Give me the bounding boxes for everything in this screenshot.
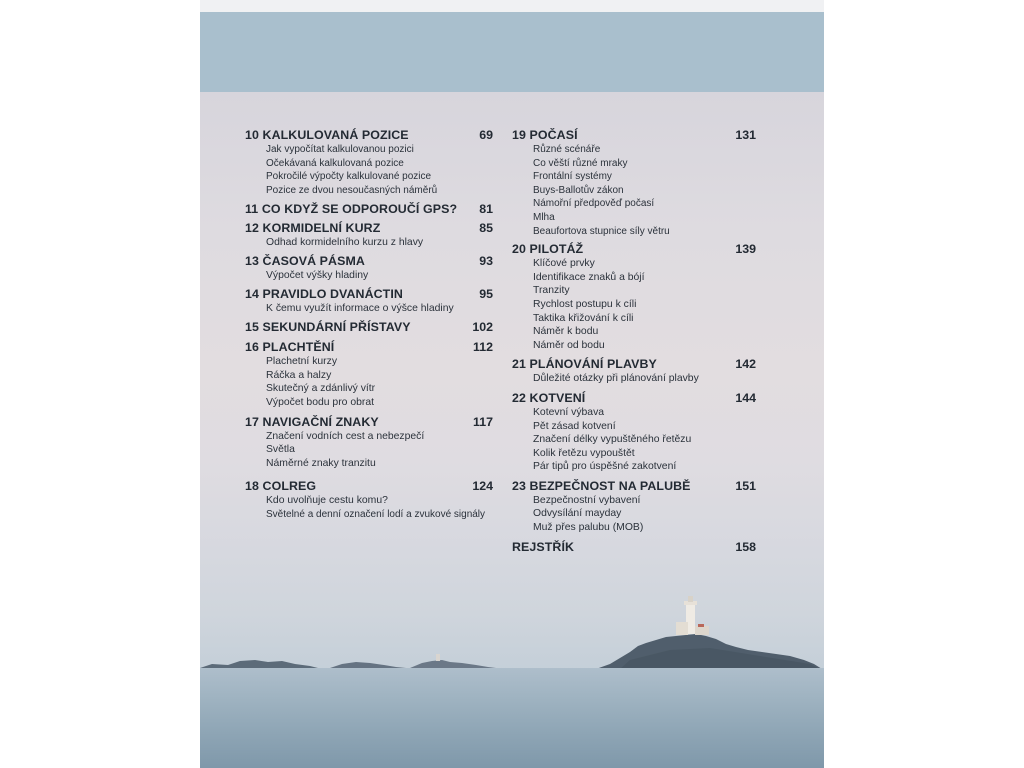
toc-subsection: Ráčka a halzy	[266, 369, 332, 381]
toc-entry-page: 124	[472, 479, 493, 494]
toc-subsections	[245, 269, 493, 283]
toc-entry-page: 139	[735, 242, 756, 257]
toc-subsection: Kolik řetězu vypouštět	[533, 447, 635, 459]
toc-entry-page: 112	[473, 340, 493, 355]
toc-subsection: Pět zásad kotvení	[533, 420, 616, 432]
toc-entry-title: 21 PLÁNOVÁNÍ PLAVBY	[512, 357, 657, 372]
toc-subsection: Pár tipů pro úspěšné zakotvení	[533, 461, 677, 473]
book-page	[200, 0, 824, 768]
reef-mid	[410, 660, 496, 668]
toc-entry-page: 81	[479, 202, 493, 217]
toc-entry[interactable]	[245, 415, 493, 471]
sea	[200, 668, 824, 768]
toc-entry-title: 12 KORMIDELNÍ KURZ	[245, 221, 381, 236]
toc-subsection: Očekávaná kalkulovaná pozice	[266, 157, 404, 169]
toc-subsection: Buys-Ballotův zákon	[533, 184, 624, 196]
toc-entry-page: 102	[472, 320, 493, 335]
toc-subsection: Kdo uvolňuje cestu komu?	[266, 495, 388, 507]
header-band	[200, 12, 824, 92]
toc-entry-page: 144	[735, 390, 756, 405]
toc-subsection: Rychlost postupu k cíli	[533, 298, 637, 310]
toc-entry-page: 151	[735, 478, 756, 493]
toc-subsections	[245, 236, 493, 250]
toc-entry-page: 85	[479, 221, 493, 236]
toc-entry-title: 13 ČASOVÁ PÁSMA	[245, 253, 365, 268]
toc-entry-page: 117	[473, 414, 493, 429]
toc-subsection: Frontální systémy	[533, 171, 612, 183]
toc-entry[interactable]	[512, 540, 756, 555]
toc-entry[interactable]	[512, 357, 756, 386]
toc-entry-page: 131	[735, 128, 756, 142]
toc-entry[interactable]	[245, 128, 493, 197]
reef-left	[200, 660, 318, 668]
toc-entry-title: 11 CO KDYŽ SE ODPOROUČÍ GPS?	[245, 202, 458, 217]
toc-subsections	[512, 143, 756, 238]
toc-column-right	[512, 128, 756, 558]
toc-entry[interactable]	[245, 320, 493, 335]
toc-subsection: K čemu využít informace o výšce hladiny	[266, 302, 454, 314]
toc-entry[interactable]	[245, 340, 493, 409]
toc-subsection: Náměr od bodu	[533, 339, 605, 351]
toc-subsections	[512, 372, 756, 386]
toc-subsections	[245, 494, 493, 521]
toc-subsection: Značení délky vypuštěného řetězu	[533, 434, 692, 446]
small-lighthouse-icon	[436, 654, 440, 661]
toc-entry-title: 22 KOTVENÍ	[512, 390, 586, 405]
toc-entry-page: 95	[479, 286, 493, 301]
toc-subsection: Značení vodních cest a nebezpečí	[266, 430, 425, 442]
toc-subsection: Důležité otázky při plánování plavby	[533, 373, 699, 385]
toc-subsections	[245, 302, 493, 316]
page-top-strip	[200, 0, 824, 12]
toc-entry[interactable]	[245, 287, 493, 316]
toc-subsections	[245, 355, 493, 409]
toc-entry-page: 142	[735, 357, 756, 372]
toc-subsection: Skutečný a zdánlivý vítr	[266, 383, 376, 395]
toc-subsection: Klíčové prvky	[533, 258, 595, 270]
toc-subsection: Co věští různé mraky	[533, 157, 628, 169]
toc-entry-title: 20 PILOTÁŽ	[512, 242, 584, 257]
toc-entry-title: 17 NAVIGAČNÍ ZNAKY	[245, 414, 379, 429]
toc-subsection: Výpočet výšky hladiny	[266, 269, 369, 281]
toc-entry[interactable]	[245, 202, 493, 217]
toc-subsection: Pozice ze dvou nesoučasných náměrů	[266, 184, 438, 196]
toc-column-left	[245, 128, 493, 525]
toc-entry-title: 18 COLREG	[245, 479, 317, 494]
toc-entry-title: 23 BEZPEČNOST NA PALUBĚ	[512, 478, 691, 493]
toc-subsection: Světla	[266, 444, 295, 456]
toc-entry-page: 158	[735, 539, 756, 554]
toc-subsections	[512, 494, 756, 535]
toc-entry-page: 69	[479, 128, 493, 142]
toc-subsection: Identifikace znaků a bójí	[533, 271, 645, 283]
toc-subsection: Kotevní výbava	[533, 406, 605, 418]
toc-subsections	[245, 430, 493, 471]
toc-entry-title: 19 POČASÍ	[512, 128, 578, 142]
toc-entry-page: 93	[479, 253, 493, 268]
toc-subsection: Odhad kormidelního kurzu z hlavy	[266, 237, 424, 249]
toc-entry-title: 15 SEKUNDÁRNÍ PŘÍSTAVY	[245, 320, 411, 335]
toc-subsections	[245, 143, 493, 197]
toc-subsection: Různé scénáře	[533, 144, 601, 155]
lighthouse-icon	[676, 596, 709, 635]
toc-entry[interactable]	[512, 479, 756, 535]
toc-subsection: Taktika křižování k cíli	[533, 312, 634, 324]
toc-entry-title: 16 PLACHTĚNÍ	[245, 340, 335, 355]
toc-entry[interactable]	[245, 221, 493, 250]
toc-subsection: Odvysílání mayday	[533, 508, 622, 520]
toc-subsection: Výpočet bodu pro obrat	[266, 396, 375, 408]
toc-entry-title: 14 PRAVIDLO DVANÁCTIN	[245, 286, 403, 301]
toc-subsection: Pokročilé výpočty kalkulované pozice	[266, 171, 432, 183]
toc-subsection: Námořní předpověď počasí	[533, 198, 655, 210]
toc-entry-title: 10 KALKULOVANÁ POZICE	[245, 128, 409, 142]
toc-subsection: Muž přes palubu (MOB)	[533, 522, 644, 534]
toc-subsections	[512, 257, 756, 352]
toc-subsection: Náměrné znaky tranzitu	[266, 457, 376, 469]
toc-entry[interactable]	[245, 254, 493, 283]
toc-subsection: Tranzity	[533, 285, 570, 297]
toc-entry[interactable]	[512, 242, 756, 352]
lighthouse-island-scene	[200, 590, 824, 680]
toc-entry[interactable]	[245, 479, 493, 521]
toc-entry[interactable]	[512, 128, 756, 238]
toc-subsection: Mlha	[533, 211, 555, 223]
toc-subsection: Plachetní kurzy	[266, 356, 338, 368]
toc-subsection: Světelné a denní označení lodí a zvukové signály	[266, 508, 486, 520]
toc-subsection: Bezpečnostní vybavení	[533, 494, 641, 506]
toc-entry-title: REJSTŘÍK	[512, 539, 575, 554]
toc-entry[interactable]	[512, 391, 756, 474]
toc-subsection: Jak vypočítat kalkulovanou pozici	[266, 144, 414, 155]
toc-subsection: Beaufortova stupnice síly větru	[533, 225, 670, 237]
toc-subsection: Náměr k bodu	[533, 326, 599, 338]
toc-subsections	[512, 406, 756, 474]
